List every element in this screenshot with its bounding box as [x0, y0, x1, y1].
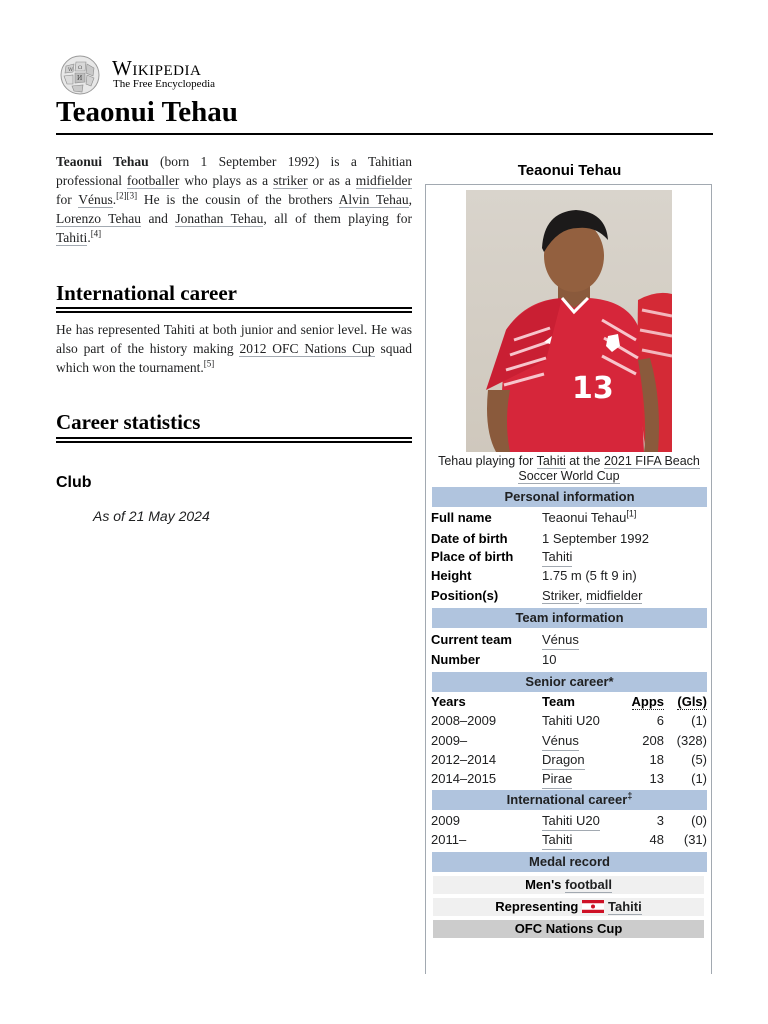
table-row: [431, 812, 707, 830]
player-photo[interactable]: [466, 190, 672, 452]
link-place-of-birth[interactable]: Tahiti: [542, 548, 572, 567]
infobox-row-number: [431, 651, 707, 669]
link-lorenzo-tehau[interactable]: Lorenzo Tehau: [56, 211, 141, 226]
row-gls: (1): [691, 713, 707, 728]
link-midfielder[interactable]: midfielder: [355, 173, 413, 188]
row-value: 1.75 m (5 ft 9 in): [542, 568, 637, 583]
separator: ,: [578, 588, 587, 603]
link-alvin-tehau[interactable]: Alvin Tehau: [338, 192, 409, 207]
page-title: Teaonui Tehau: [56, 96, 238, 128]
row-label: Date of birth: [431, 531, 508, 546]
section-divider: [56, 307, 412, 313]
link-team-venus[interactable]: Vénus: [542, 732, 579, 751]
svg-text:13: 13: [572, 371, 614, 406]
reference-5[interactable]: [5]: [203, 358, 215, 369]
link-team-tahiti-u20[interactable]: Tahiti U20: [542, 812, 600, 831]
table-row: [431, 732, 707, 750]
intro-text: for: [56, 192, 79, 207]
medal-sport-row: [433, 876, 704, 894]
section-heading-career-statistics: Career statistics: [56, 410, 201, 434]
link-striker[interactable]: striker: [273, 173, 308, 188]
row-apps: 13: [649, 771, 664, 786]
row-apps: 18: [649, 752, 664, 767]
row-apps: 6: [656, 713, 664, 728]
row-years: 2012–2014: [431, 752, 497, 767]
medal-rep-text: Representing: [495, 899, 582, 914]
row-value: 10: [542, 652, 557, 667]
link-current-team[interactable]: Vénus: [542, 631, 579, 650]
full-name-value: Teaonui Tehau: [542, 510, 627, 525]
row-team: Tahiti U20: [542, 713, 600, 728]
caption-text: at the: [565, 454, 604, 468]
title-divider: [56, 133, 713, 135]
caption-link-beach-soccer-world-cup[interactable]: 2021 FIFA Beach Soccer World Cup: [518, 454, 700, 483]
infobox-row-height: [431, 567, 707, 585]
intro-text: or as a: [307, 173, 356, 188]
row-years: 2014–2015: [431, 771, 497, 786]
intro-text: who plays as a: [179, 173, 274, 188]
medal-event-row: OFC Nations Cup: [433, 920, 704, 938]
intro-text: ,: [408, 192, 413, 207]
infobox-header-personal: Personal information: [432, 487, 707, 507]
wikipedia-globe-icon[interactable]: [56, 54, 104, 96]
row-apps: 3: [656, 813, 664, 828]
row-gls: (328): [676, 733, 707, 748]
svg-text:Ω: Ω: [78, 65, 83, 71]
row-label: Number: [431, 652, 481, 667]
intro-text: and: [140, 211, 176, 226]
link-footballer[interactable]: footballer: [126, 173, 180, 188]
as-of-note: As of 21 May 2024: [93, 508, 210, 524]
row-gls: (5): [691, 752, 707, 767]
intl-text: squad which won the tournament.: [56, 341, 413, 375]
col-apps[interactable]: Apps: [631, 694, 664, 709]
medal-sport-text: Men's: [525, 877, 565, 892]
link-venus[interactable]: Vénus: [78, 192, 113, 207]
row-gls: (31): [683, 832, 707, 847]
link-football[interactable]: football: [565, 877, 612, 892]
col-gls[interactable]: (Gls): [677, 694, 707, 709]
tahiti-flag-icon: [582, 900, 604, 913]
svg-text:И: И: [77, 75, 83, 82]
row-years: 2009: [431, 813, 460, 828]
row-label: Current team: [431, 632, 512, 647]
intro-text: He is the cousin of the brothers: [137, 192, 339, 207]
section-divider: [56, 437, 412, 443]
international-paragraph: [56, 320, 412, 377]
table-row: [431, 770, 707, 788]
section-heading-international: International career: [56, 281, 237, 305]
intro-paragraph: [56, 152, 412, 247]
row-value: 1 September 1992: [542, 531, 649, 546]
infobox-row-place-of-birth: [431, 548, 707, 566]
table-row: [431, 712, 707, 730]
reference-1[interactable]: [1]: [626, 508, 637, 519]
row-label: Height: [431, 568, 472, 583]
link-team-dragon[interactable]: Dragon: [542, 751, 585, 770]
header-text: International career: [506, 792, 628, 807]
row-apps: 208: [642, 733, 664, 748]
infobox-title: Teaonui Tehau: [517, 162, 622, 179]
link-tahiti[interactable]: Tahiti: [56, 230, 88, 245]
subsection-heading-club: Club: [56, 474, 92, 491]
link-2012-ofc-nations-cup[interactable]: 2012 OFC Nations Cup: [239, 341, 375, 356]
link-midfielder-position[interactable]: midfielder: [586, 588, 643, 603]
svg-text:W: W: [68, 67, 74, 73]
reference-4[interactable]: [4]: [90, 228, 102, 239]
row-apps: 48: [649, 832, 664, 847]
col-team: Team: [542, 694, 575, 709]
intro-text: , all of them playing for: [263, 211, 412, 226]
infobox-row-positions: [431, 587, 707, 605]
infobox-row-current-team: [431, 631, 707, 649]
row-label: Full name: [431, 510, 492, 525]
reference-2-3[interactable]: [2][3]: [116, 190, 138, 201]
table-row: [431, 751, 707, 769]
senior-career-column-headers: [431, 693, 707, 711]
row-label: Place of birth: [431, 549, 514, 564]
link-representing-tahiti[interactable]: Tahiti: [607, 899, 642, 914]
infobox-header-senior-career: Senior career*: [432, 672, 707, 692]
infobox-header-medal-record: Medal record: [432, 852, 707, 872]
row-gls: (0): [691, 813, 707, 828]
table-row: [431, 831, 707, 849]
caption-text: Tehau playing for: [438, 454, 537, 468]
row-years: 2011–: [431, 832, 467, 847]
infobox-row-full-name: [431, 509, 707, 527]
col-years: Years: [431, 694, 466, 709]
tagline: The Free Encyclopedia: [113, 78, 216, 90]
link-striker-position[interactable]: Striker: [542, 588, 579, 603]
row-years: 2008–2009: [431, 713, 497, 728]
link-jonathan-tehau[interactable]: Jonathan Tehau: [175, 211, 264, 226]
link-team-pirae[interactable]: Pirae: [542, 770, 572, 789]
row-label: Position(s): [431, 588, 499, 603]
intro-text: .: [87, 230, 91, 245]
infobox-header-team: Team information: [432, 608, 707, 628]
infobox-row-date-of-birth: [431, 530, 707, 548]
wordmark[interactable]: Wikipedia: [112, 56, 202, 80]
infobox-header-international-career: [432, 790, 707, 810]
row-gls: (1): [691, 771, 707, 786]
row-years: 2009–: [431, 733, 468, 748]
caption-link-tahiti[interactable]: Tahiti: [536, 454, 566, 468]
subject-name: Teaonui Tehau: [56, 154, 149, 169]
link-team-tahiti[interactable]: Tahiti: [542, 831, 572, 850]
intro-text: .: [112, 192, 117, 207]
footnote-mark[interactable]: ‡: [627, 790, 633, 801]
photo-caption: [428, 454, 710, 484]
medal-representing-row: [433, 898, 704, 916]
row-value: [542, 587, 642, 605]
intl-text: He has represented Tahiti at both junior and senior level. He was also part of the history making: [56, 322, 412, 356]
row-value: [542, 509, 636, 527]
intro-text: (born 1 September 1992) is a Tahitian professional: [56, 154, 412, 188]
